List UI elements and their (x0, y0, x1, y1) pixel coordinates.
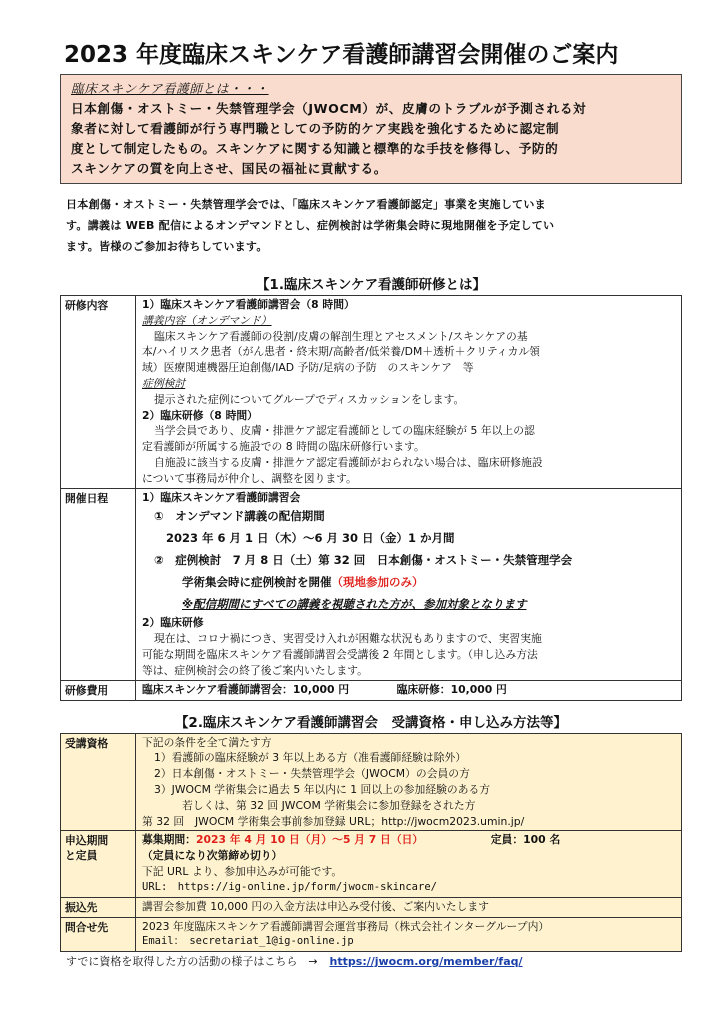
intro-line: 象者に対して看護師が行う専門職としての予防的ケア実践を強化するために認定制 (71, 121, 560, 136)
schedule-line: ① オンデマンド講義の配信期間 (154, 509, 325, 524)
content-line: 1）臨床スキンケア看護師講習会（8 時間） (142, 298, 355, 311)
row-label-qualification: 受講資格 (61, 733, 136, 831)
content-line: 提示された症例についてグループでディスカッションをします。 (154, 392, 465, 406)
content-subheading: 講義内容（オンデマンド） (142, 313, 272, 327)
transfer-cell (136, 897, 682, 917)
row-label-apply (61, 831, 136, 897)
footer-text: すでに資格を取得した方の活動の様子はこちら → (66, 955, 318, 969)
qual-line: 下記の条件を全て満たす方 (142, 735, 272, 749)
row-label-content: 研修内容 (61, 296, 136, 489)
fee-cell (136, 680, 682, 700)
schedule-line: 等は、症例検討会の終了後ご案内いたします。 (142, 663, 368, 677)
section1-title: 【1.臨床スキンケア看護師研修とは】 (255, 277, 487, 293)
content-line: 定看護師が所属する施設での 8 時間の臨床研修行います。 (142, 440, 425, 454)
qualification-cell (136, 733, 682, 831)
contact-cell (136, 917, 682, 952)
qual-line: 3）JWOCM 学術集会に過去 5 年以内に 1 回以上の参加経験のある方 (154, 782, 491, 796)
schedule-cell (136, 488, 682, 680)
content-line: 臨床スキンケア看護師の役割/皮膚の解剖生理とアセスメント/スキンケアの基 (154, 329, 528, 343)
row-label-schedule: 開催日程 (61, 488, 136, 680)
intro-line: 度として制定したもの。スキンケアに関する知識と標準的な手技を修得し、予防的 (71, 141, 559, 156)
schedule-line: 現在は、コロナ禍につき、実習受け入れが困難な状況もありますので、実習実施 (154, 632, 542, 646)
content-cell (136, 296, 682, 489)
schedule-line: 2023 年 6 月 1 日（木）～6 月 30 日（金）1 か月間 (166, 531, 455, 546)
lead-paragraph (66, 194, 682, 257)
schedule-line: 2）臨床研修 (142, 616, 204, 630)
lead-line: ます。皆様のご参加お待ちしています。 (66, 240, 268, 253)
lead-line: 日本創傷・オストミー・失禁管理学会では、「臨床スキンケア看護師認定」事業を実施していま (66, 198, 546, 211)
schedule-line (142, 571, 675, 593)
content-line: 自施設に該当する皮膚・排泄ケア認定看護師がおられない場合は、臨床研修施設 (154, 455, 543, 469)
schedule-line: 1）臨床スキンケア看護師講習会 (142, 490, 301, 504)
apply-period-line (142, 832, 675, 848)
lead-line: す。講義は WEB 配信によるオンデマンドとし、症例検討は学術集会時に現地開催を予定してい (66, 219, 555, 232)
schedule-text: 学術集会時に症例検討を開催 (182, 575, 332, 590)
period-label: 募集期間： (142, 833, 196, 847)
qual-line: 2）日本創傷・オストミー・失禁管理学会（JWOCM）の会員の方 (154, 767, 470, 781)
intro-box (60, 74, 682, 184)
qual-url-line[interactable]: 第 32 回 JWOCM 学術集会事前参加登録 URL；http://jwocm2023.umin.jp/ (142, 814, 525, 828)
contact-email[interactable]: Email： secretariat_1@ig-online.jp (142, 935, 354, 948)
row-label-contact: 問合せ先 (61, 917, 136, 952)
table-row (61, 733, 682, 831)
apply-line: （定員になり次第締め切り） (142, 849, 283, 863)
faq-link[interactable]: https://jwocm.org/member/faq/ (329, 955, 523, 969)
schedule-line: 可能な期間を臨床スキンケア看護師講習会受講後 2 年間とします。（申し込み方法 (142, 647, 538, 661)
apply-line: 下記 URL より、参加申込みが可能です。 (142, 864, 343, 878)
qual-line: 若しくは、第 32 回 JWCOM 学術集会に参加登録をされた方 (182, 798, 476, 812)
fee-line (142, 682, 675, 698)
qual-line: 1）看護師の臨床経験が 3 年以上ある方（准看護師経験は除外） (154, 751, 467, 765)
table-row (61, 897, 682, 917)
application-table (60, 733, 682, 953)
content-line: 本/ハイリスク患者（がん患者・終末期/高齢者/低栄養/DM＋透析＋クリティカル領 (142, 345, 540, 359)
schedule-note: ※配信期間にすべての講義を視聴された方が、参加対象となります (182, 597, 527, 612)
intro-heading: 臨床スキンケア看護師とは・・・ (71, 81, 269, 96)
table-row (61, 831, 682, 897)
row-label-transfer: 振込先 (61, 897, 136, 917)
table-row (61, 680, 682, 700)
content-line: 2）臨床研修（8 時間） (142, 408, 258, 422)
apply-label: と定員 (65, 849, 98, 863)
content-line: 域）医療関連機器圧迫創傷/IAD 予防/足病の予防 のスキンケア 等 (142, 361, 474, 375)
apply-url[interactable]: URL: https://ig-online.jp/form/jwocm-skincare/ (142, 880, 437, 893)
training-table (60, 295, 682, 701)
section2-title: 【2.臨床スキンケア看護師講習会 受講資格・申し込み方法等】 (174, 714, 568, 731)
content-subheading: 症例検討 (142, 376, 186, 390)
content-line: 当学会員であり、皮膚・排泄ケア認定看護師としての臨床経験が 5 年以上の認 (154, 424, 535, 438)
application-period: 2023 年 4 月 10 日（月）～5 月 7 日（日） (195, 833, 424, 847)
row-label-fee: 研修費用 (61, 680, 136, 700)
table-row (61, 488, 682, 680)
apply-label: 申込期間 (65, 834, 109, 848)
page-title: 2023 年度臨床スキンケア看護師講習会開催のご案内 (64, 42, 619, 68)
onsite-only-note: （現地参加のみ） (331, 575, 424, 590)
document (60, 36, 682, 969)
capacity: 定員：100 名 (490, 833, 561, 847)
schedule-line: ② 症例検討 7 月 8 日（土）第 32 回 日本創傷・オストミー・失禁管理学会 (154, 553, 573, 568)
fee-clinical: 臨床研修：10,000 円 (396, 682, 507, 696)
table-row (61, 296, 682, 489)
content-line: について事務局が仲介し、調整を図ります。 (142, 471, 357, 485)
apply-cell (136, 831, 682, 897)
intro-line: 日本創傷・オストミー・失禁管理学会（JWOCM）が、皮膚のトラブルが予測される対 (71, 101, 587, 116)
contact-line: 2023 年度臨床スキンケア看護師講習会運営事務局（株式会社インターグループ内） (142, 919, 550, 933)
transfer-text: 講習会参加費 10,000 円の入金方法は申込み受付後、ご案内いたします (142, 899, 489, 913)
table-row (61, 917, 682, 952)
fee-course: 臨床スキンケア看護師講習会：10,000 円 (142, 682, 350, 696)
intro-line: スキンケアの質を向上させ、国民の福祉に貢献する。 (71, 161, 387, 176)
footer (66, 953, 682, 969)
